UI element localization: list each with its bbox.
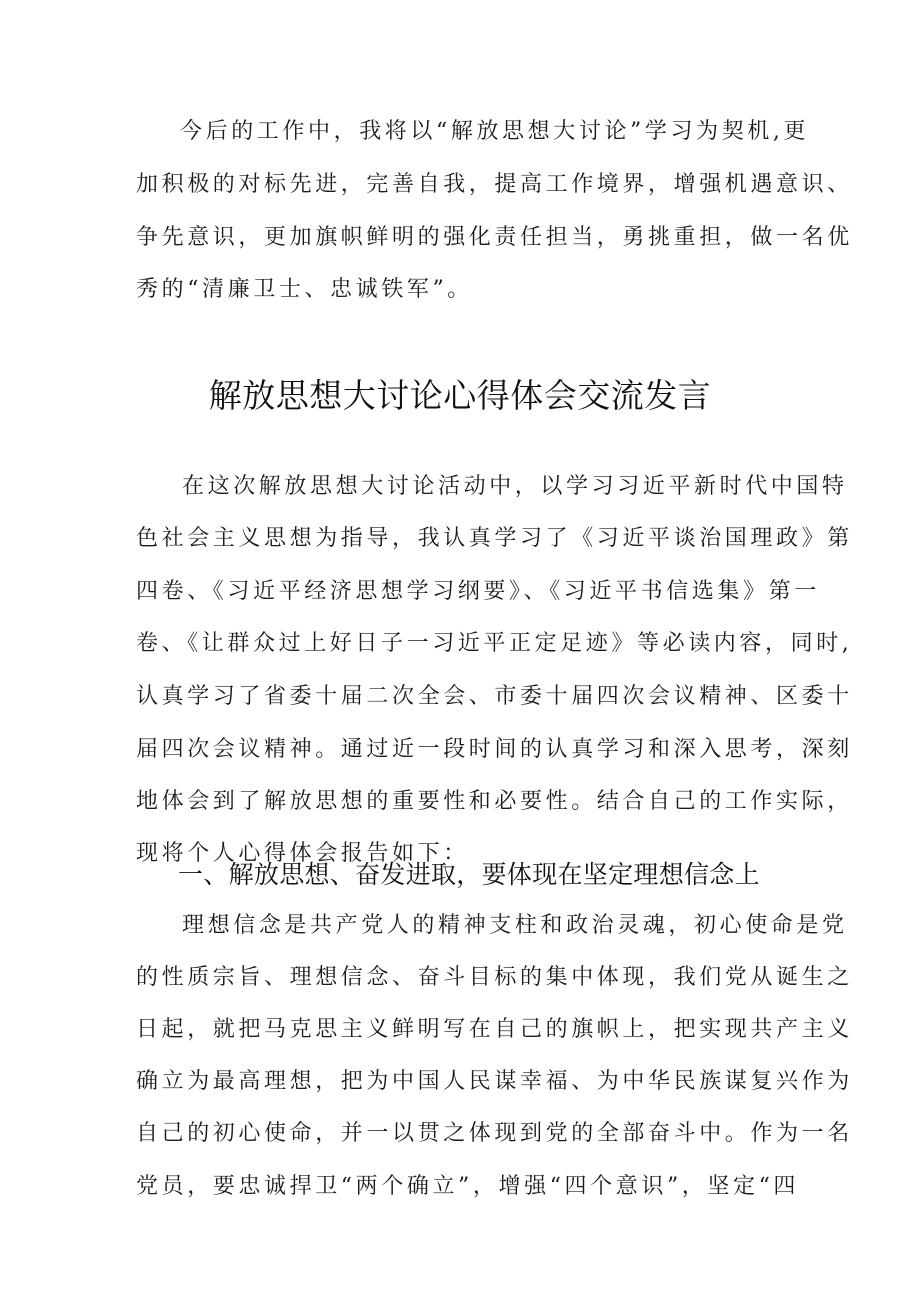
section-1-line-2: 的性质宗旨、理想信念、奋斗目标的集中体现，我们党从诞生之 (136, 965, 853, 990)
section-1-heading: 一、解放思想、奋发进取，要体现在坚定理想信念上 (178, 860, 760, 889)
paragraph-2-line-1: 在这次解放思想大讨论活动中，以学习习近平新时代中国特 (182, 474, 848, 499)
section-1-line-3: 日起，就把马克思主义鲜明写在自己的旗帜上，把实现共产主义 (136, 1017, 853, 1042)
paragraph-2-line-2: 色社会主义思想为指导，我认真学习了《习近平谈治国理政》第 (136, 526, 853, 551)
paragraph-2-line-5: 认真学习了省委十届二次全会、市委十届四次会议精神、区委十 (136, 684, 853, 709)
paragraph-2-line-7: 地体会到了解放思想的重要性和必要性。结合自己的工作实际， (136, 789, 853, 814)
paragraph-1-line-2: 加积极的对标先进，完善自我，提高工作境界，增强机遇意识、 (136, 172, 853, 197)
section-1-line-6: 党员，要忠诚捍卫“两个确立”，增强“四个意识”，坚定“四 (136, 1174, 800, 1199)
paragraph-1-line-3: 争先意识，更加旗帜鲜明的强化责任担当，勇挑重担，做一名优 (136, 225, 853, 250)
section-1-line-4: 确立为最高理想，把为中国人民谋幸福、为中华民族谋复兴作为 (136, 1069, 853, 1094)
document-title: 解放思想大讨论心得体会交流发言 (208, 376, 712, 415)
paragraph-2-line-6: 届四次会议精神。通过近一段时间的认真学习和深入思考，深刻 (136, 737, 853, 762)
paragraph-2-line-3: 四卷、《习近平经济思想学习纲要》、《习近平书信选集》第一 (136, 579, 820, 604)
section-1-line-5: 自己的初心使命，并一以贯之体现到党的全部奋斗中。作为一名 (136, 1121, 853, 1146)
paragraph-2-line-8: 现将个人心得体会报告如下： (136, 841, 469, 866)
paragraph-2-line-4: 卷、《让群众过上好日子一习近平正定足迹》等必读内容，同时, (136, 631, 853, 656)
paragraph-1-line-1: 今后的工作中，我将以“解放思想大讨论”学习为契机,更 (180, 119, 810, 144)
paragraph-1-line-4: 秀的“清廉卫士、忠诚铁军”。 (136, 277, 473, 302)
section-1-line-1: 理想信念是共产党人的精神支柱和政治灵魂，初心使命是党 (182, 913, 848, 938)
